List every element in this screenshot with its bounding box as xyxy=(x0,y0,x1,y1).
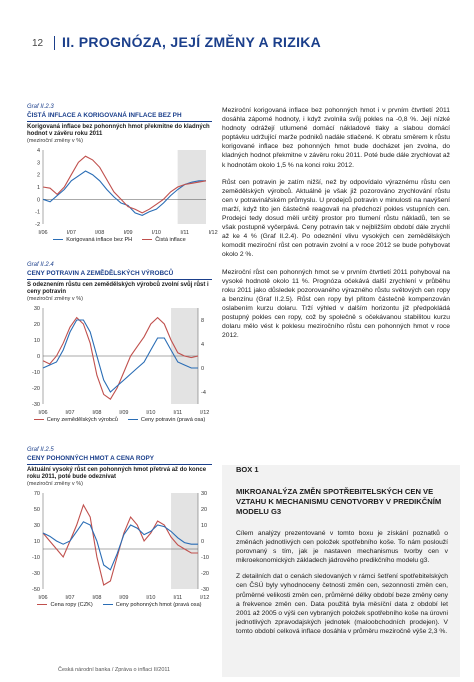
chart-legend xyxy=(27,237,212,243)
page-number: 12 xyxy=(32,38,44,49)
paragraph: Z detailních dat o cenách sledovaných v rámci šetření spotřebitelských cen ČSÚ byly vyhodnoceny četnosti změn cen, sezonnosti změn cen, průměrné velikosti změn cen, průměrné délky období beze změny ceny a frekvence změn cen. Data použitá byla měsíční data z období let 2001 až 2005 o výši cen vybraných položek spotřebního koše na úrovni jednotlivých zpravodajských jednotek (maloobchodních prodejen). V tomto období celková inflace dosáhla v průměru meziročně výše 2,3 %. xyxy=(236,573,448,635)
x-tick-label: I/07 xyxy=(65,595,75,602)
y-tick-label: 10 xyxy=(33,338,40,345)
chart-legend xyxy=(27,417,212,423)
x-tick-label: I/09 xyxy=(119,595,129,602)
paragraph: Růst cen potravin je zatím nižší, než by odpovídalo výraznému růstu cen zemědělských výrobců. Aktuálně je však již pozorováno zrychlování růstu cen v potravinářském průmyslu. U prodejců potravin v minulosti na navýšení marží, když tito jen částečně reagovali na předchozí pokles vstupních cen. Prodejci tedy dosud měli určitý prostor pro tlumení růstu nákladů, ten se však postupně vyčerpává. Ceny potravin tak v nejbližším období dále zrychlí až ke 4 % (Graf II.2.4). Po odeznění vlivu vysokých cen zemědělských komodit meziroční růst cen potravin zvolní a v roce 2012 se bude pohybovat okolo 2 %. xyxy=(222,178,450,259)
y-tick-label: -2 xyxy=(35,222,40,229)
chart-legend xyxy=(27,602,212,608)
y-tick-label: -20 xyxy=(32,386,40,393)
x-tick-label: I/10 xyxy=(146,410,156,417)
header-divider xyxy=(54,36,55,50)
y-tick-label: 0 xyxy=(36,354,40,361)
y-tick-label: 2 xyxy=(36,173,40,180)
paragraph: Meziroční růst cen pohonných hmot se v prvním čtvrtletí 2011 pohyboval na vysoké hodnotě okolo 11 %. Prognóza očekává další zrychlení v průběhu roku 2011 jako důsledek pozorovaného výrazného růstu světových cen ropy a benzínu (Graf II.2.5). Růst cen ropy byl přitom částečně kompenzován oslabením kurzu dolaru. Trží výhled v dalším horizontu již předpokládá postupný pokles cen ropy, což by společně s očekávanou stabilitou kurzu dolaru mělo vést k poklesu meziročního růstu cen pohonných hmot v roce 2012. xyxy=(222,268,450,340)
x-tick-label: I/10 xyxy=(151,230,161,237)
x-tick-label: I/07 xyxy=(65,410,75,417)
graph-label: Graf II.2.3 xyxy=(27,104,54,110)
x-tick-label: I/06 xyxy=(38,595,48,602)
legend-item: Ceny pohonných hmot (pravá osa) xyxy=(103,602,202,608)
x-tick-label: I/08 xyxy=(95,230,105,237)
legend-item: Ceny zemědělských výrobců xyxy=(34,417,118,423)
graph-2-4 xyxy=(27,262,212,423)
graph-2-3 xyxy=(27,104,218,244)
x-tick-label: I/08 xyxy=(92,595,102,602)
y-tick-label: -30 xyxy=(32,571,40,578)
y-tick-label: -1 xyxy=(35,210,40,217)
y2-tick-label: 0 xyxy=(201,366,205,373)
graph-subtitle: S odeznením růstu cen zemědělských výrobců zvolní svůj růst i ceny potravin xyxy=(27,282,209,296)
y-tick-label: 0 xyxy=(36,197,40,204)
graph-unit: (meziroční změny v %) xyxy=(27,296,83,303)
legend-item: Cena ropy (CZK) xyxy=(37,602,92,608)
box-1 xyxy=(222,465,460,677)
x-tick-label: I/12 xyxy=(200,595,210,602)
chart-ceny-potravin xyxy=(27,304,212,416)
graph-label: Graf II.2.5 xyxy=(27,447,54,453)
graph-title: CENY POHONNÝCH HMOT A CENA ROPY xyxy=(27,455,212,465)
graph-title: CENY POTRAVIN A ZEMĚDĚLSKÝCH VÝROBCŮ xyxy=(27,270,212,280)
box-number: BOX 1 xyxy=(236,465,259,474)
x-tick-label: I/11 xyxy=(180,230,190,237)
y2-tick-label: -10 xyxy=(201,555,209,562)
x-tick-label: I/06 xyxy=(38,230,48,237)
y-tick-label: -10 xyxy=(32,555,40,562)
graph-subtitle: Korigovaná inflace bez pohonných hmot překmitne do kladných hodnot v závěru roku 2011 xyxy=(27,124,210,138)
x-tick-label: I/11 xyxy=(173,410,183,417)
footer: Česká národní banka / Zpráva o inflaci II/2011 xyxy=(58,667,171,673)
graph-unit: (meziroční změny v %) xyxy=(27,481,83,488)
x-tick-label: I/12 xyxy=(208,230,218,237)
y-tick-label: 1 xyxy=(36,185,40,192)
y2-tick-label: -30 xyxy=(201,587,209,594)
y-tick-label: -30 xyxy=(32,402,40,409)
legend-item: Korigovaná inflace bez PH xyxy=(53,237,132,243)
x-tick-label: I/09 xyxy=(123,230,133,237)
chart-korigovana-inflace xyxy=(27,146,218,237)
y2-tick-label: 10 xyxy=(201,523,208,530)
graph-subtitle: Aktuální vysoký růst cen pohonných hmot přetrvá až do konce roku 2011, poté bude odeznívat xyxy=(27,467,207,481)
y-tick-label: 70 xyxy=(33,491,40,498)
box-title: MIKROANALÝZA ZMĚN SPOTŘEBITELSKÝCH CEN VE VZTAHU K MECHANISMU CENOTVORBY V PREDIKČNÍM MODELU G3 xyxy=(236,487,442,516)
y2-tick-label: 20 xyxy=(201,507,208,514)
x-tick-label: I/10 xyxy=(146,595,156,602)
y-tick-label: 10 xyxy=(33,539,40,546)
page-header xyxy=(0,0,474,80)
y-tick-label: 4 xyxy=(36,148,40,155)
y-tick-label: 30 xyxy=(33,306,40,313)
x-tick-label: I/06 xyxy=(38,410,48,417)
x-tick-label: I/07 xyxy=(66,230,76,237)
x-tick-label: I/08 xyxy=(92,410,102,417)
y2-tick-label: -4 xyxy=(201,390,206,397)
legend-item: Ceny potravin (pravá osa) xyxy=(128,417,205,423)
x-tick-label: I/12 xyxy=(200,410,210,417)
graph-unit: (meziroční změny v %) xyxy=(27,138,83,145)
y-tick-label: 50 xyxy=(33,507,40,514)
y2-tick-label: -20 xyxy=(201,571,209,578)
x-tick-label: I/11 xyxy=(173,595,183,602)
legend-item: Čistá inflace xyxy=(142,237,185,243)
y-tick-label: -50 xyxy=(32,587,40,594)
box-body xyxy=(236,529,448,643)
graph-label: Graf II.2.4 xyxy=(27,262,54,268)
graph-title: ČISTÁ INFLACE A KORIGOVANÁ INFLACE BEZ PH xyxy=(27,112,212,122)
y-tick-label: -10 xyxy=(32,370,40,377)
y2-tick-label: 0 xyxy=(201,539,205,546)
graph-2-5 xyxy=(27,447,212,608)
chart-ceny-pohonnych-hmot xyxy=(27,489,212,601)
x-tick-label: I/09 xyxy=(119,410,129,417)
page-title: II. PROGNÓZA, JEJÍ ZMĚNY A RIZIKA xyxy=(62,34,322,50)
y-tick-label: 30 xyxy=(33,523,40,530)
body-text xyxy=(222,106,450,348)
y-tick-label: 3 xyxy=(36,160,40,167)
y2-tick-label: 30 xyxy=(201,491,208,498)
y-tick-label: 20 xyxy=(33,322,40,329)
y2-tick-label: 8 xyxy=(201,318,205,325)
y2-tick-label: 4 xyxy=(201,342,205,349)
paragraph: Cílem analýzy prezentované v tomto boxu je získání poznatků o změnách jednotlivých cen položek spotřebního koše. To nám poslouží porovnaný s tím, jak je nastaven mechanismus tvorby cen v mikroekonomických základech jádrového predikčního modelu g3. xyxy=(236,530,448,565)
paragraph: Meziroční korigovaná inflace bez pohonných hmot i v prvním čtvrtletí 2011 dosáhla záporné hodnoty, i když zvolnila svůj pokles na -0,8 %. Její nízké hodnoty odrážejí utlumené domácí nákladové tlaky a slabou domácí poptávku udržující marže podniků nadále stlačené. K obratu směrem k růstu korigované inflace bez pohonných hmot bude docházet jen zvolna, do kladných hodnot překmitne v závěru roku 2011. Poté bude dále zrychlovat až k hodnotám okolo 1,5 % na konci roku 2012. xyxy=(222,107,450,169)
